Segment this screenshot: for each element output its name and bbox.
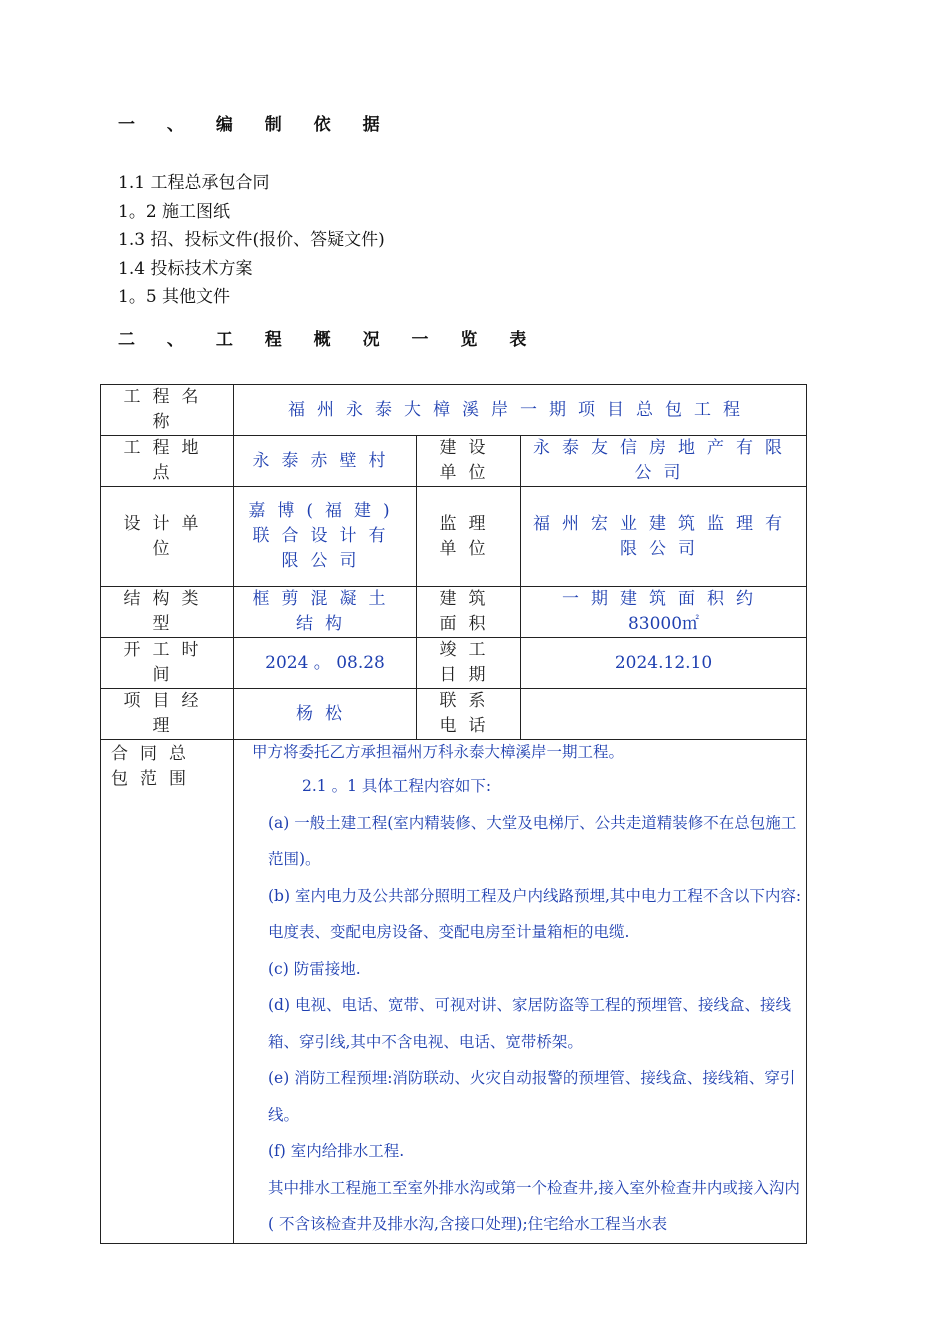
area-value bbox=[521, 587, 807, 638]
table-row bbox=[101, 689, 807, 740]
manager-value: 杨松 bbox=[234, 689, 417, 740]
location-label: 工程地点 bbox=[101, 436, 234, 487]
scope-label: 合同总包范围 bbox=[101, 740, 234, 1244]
project-name-label: 工程名称 bbox=[101, 385, 234, 436]
project-name-value: 福州永泰大樟溪岸一期项目总包工程 bbox=[234, 385, 807, 436]
table-row bbox=[101, 587, 807, 638]
structure-label: 结构类型 bbox=[101, 587, 234, 638]
builder-value: 永泰友信房地产有限公司 bbox=[521, 436, 807, 487]
finish-value: 2024.12.10 bbox=[521, 638, 807, 689]
scope-line: (f) 室内给排水工程. bbox=[268, 1142, 405, 1160]
table-row bbox=[101, 487, 807, 587]
scope-line: 甲方将委托乙方承担福州万科永泰大樟溪岸一期工程。 bbox=[252, 743, 625, 761]
scope-line: (e) 消防工程预埋:消防联动、火灾自动报警的预埋管、接线盒、接线箱、穿引线。 bbox=[268, 1069, 796, 1124]
area-label: 建筑面积 bbox=[417, 587, 521, 638]
area-value-line2: 83000㎡ bbox=[627, 614, 700, 634]
table-row bbox=[101, 436, 807, 487]
manager-label: 项目经理 bbox=[101, 689, 234, 740]
scope-content bbox=[234, 740, 807, 1244]
scope-line: (c) 防雷接地. bbox=[268, 959, 361, 978]
section-heading-basis: 一 、 编 制 依 据 bbox=[118, 115, 393, 135]
section-heading-overview: 二 、 工 程 概 况 一 览 表 bbox=[118, 330, 540, 350]
phone-value bbox=[521, 689, 807, 740]
start-value: 2024 。 08.28 bbox=[234, 638, 417, 689]
table-row bbox=[101, 740, 807, 1244]
supervisor-label: 监理单位 bbox=[417, 487, 521, 587]
basis-list bbox=[118, 169, 385, 312]
project-overview-table bbox=[100, 384, 807, 1244]
structure-value: 框剪混凝土结构 bbox=[234, 587, 417, 638]
supervisor-value: 福州宏业建筑监理有限公司 bbox=[521, 487, 807, 587]
scope-line: 2.1 。1 具体工程内容如下: bbox=[302, 777, 492, 795]
basis-item: 1.4 投标技术方案 bbox=[118, 258, 253, 279]
builder-label: 建设单位 bbox=[417, 436, 521, 487]
phone-label: 联系电话 bbox=[417, 689, 521, 740]
finish-label: 竣工日期 bbox=[417, 638, 521, 689]
basis-item: 1。2 施工图纸 bbox=[118, 201, 231, 222]
start-label: 开工时间 bbox=[101, 638, 234, 689]
scope-line: 其中排水工程施工至室外排水沟或第一个检查井,接入室外检查井内或接入沟内 ( 不含该检查井及排水沟,含接口处理);住宅给水工程当水表 bbox=[268, 1178, 800, 1233]
location-value: 永泰赤壁村 bbox=[234, 436, 417, 487]
designer-value: 嘉博(福建)联合设计有限公司 bbox=[234, 487, 417, 587]
designer-label: 设计单位 bbox=[101, 487, 234, 587]
scope-line: (d) 电视、电话、宽带、可视对讲、家居防盗等工程的预埋管、接线盒、接线箱、穿引线,其中不含电视、电话、宽带桥架。 bbox=[268, 996, 791, 1051]
table-row bbox=[101, 385, 807, 436]
basis-item: 1。5 其他文件 bbox=[118, 287, 231, 308]
area-value-line1: 一期建筑面积约 bbox=[562, 589, 766, 609]
scope-line: (b) 室内电力及公共部分照明工程及户内线路预埋,其中电力工程不含以下内容:电度表、变配电房设备、变配电房至计量箱柜的电缆. bbox=[268, 886, 802, 941]
table-row bbox=[101, 638, 807, 689]
basis-item: 1.1 工程总承包合同 bbox=[118, 173, 270, 193]
basis-item: 1.3 招、投标文件(报价、答疑文件) bbox=[118, 230, 385, 251]
scope-line: (a) 一般土建工程(室内精装修、大堂及电梯厅、公共走道精装修不在总包施工范围)。 bbox=[268, 813, 797, 868]
